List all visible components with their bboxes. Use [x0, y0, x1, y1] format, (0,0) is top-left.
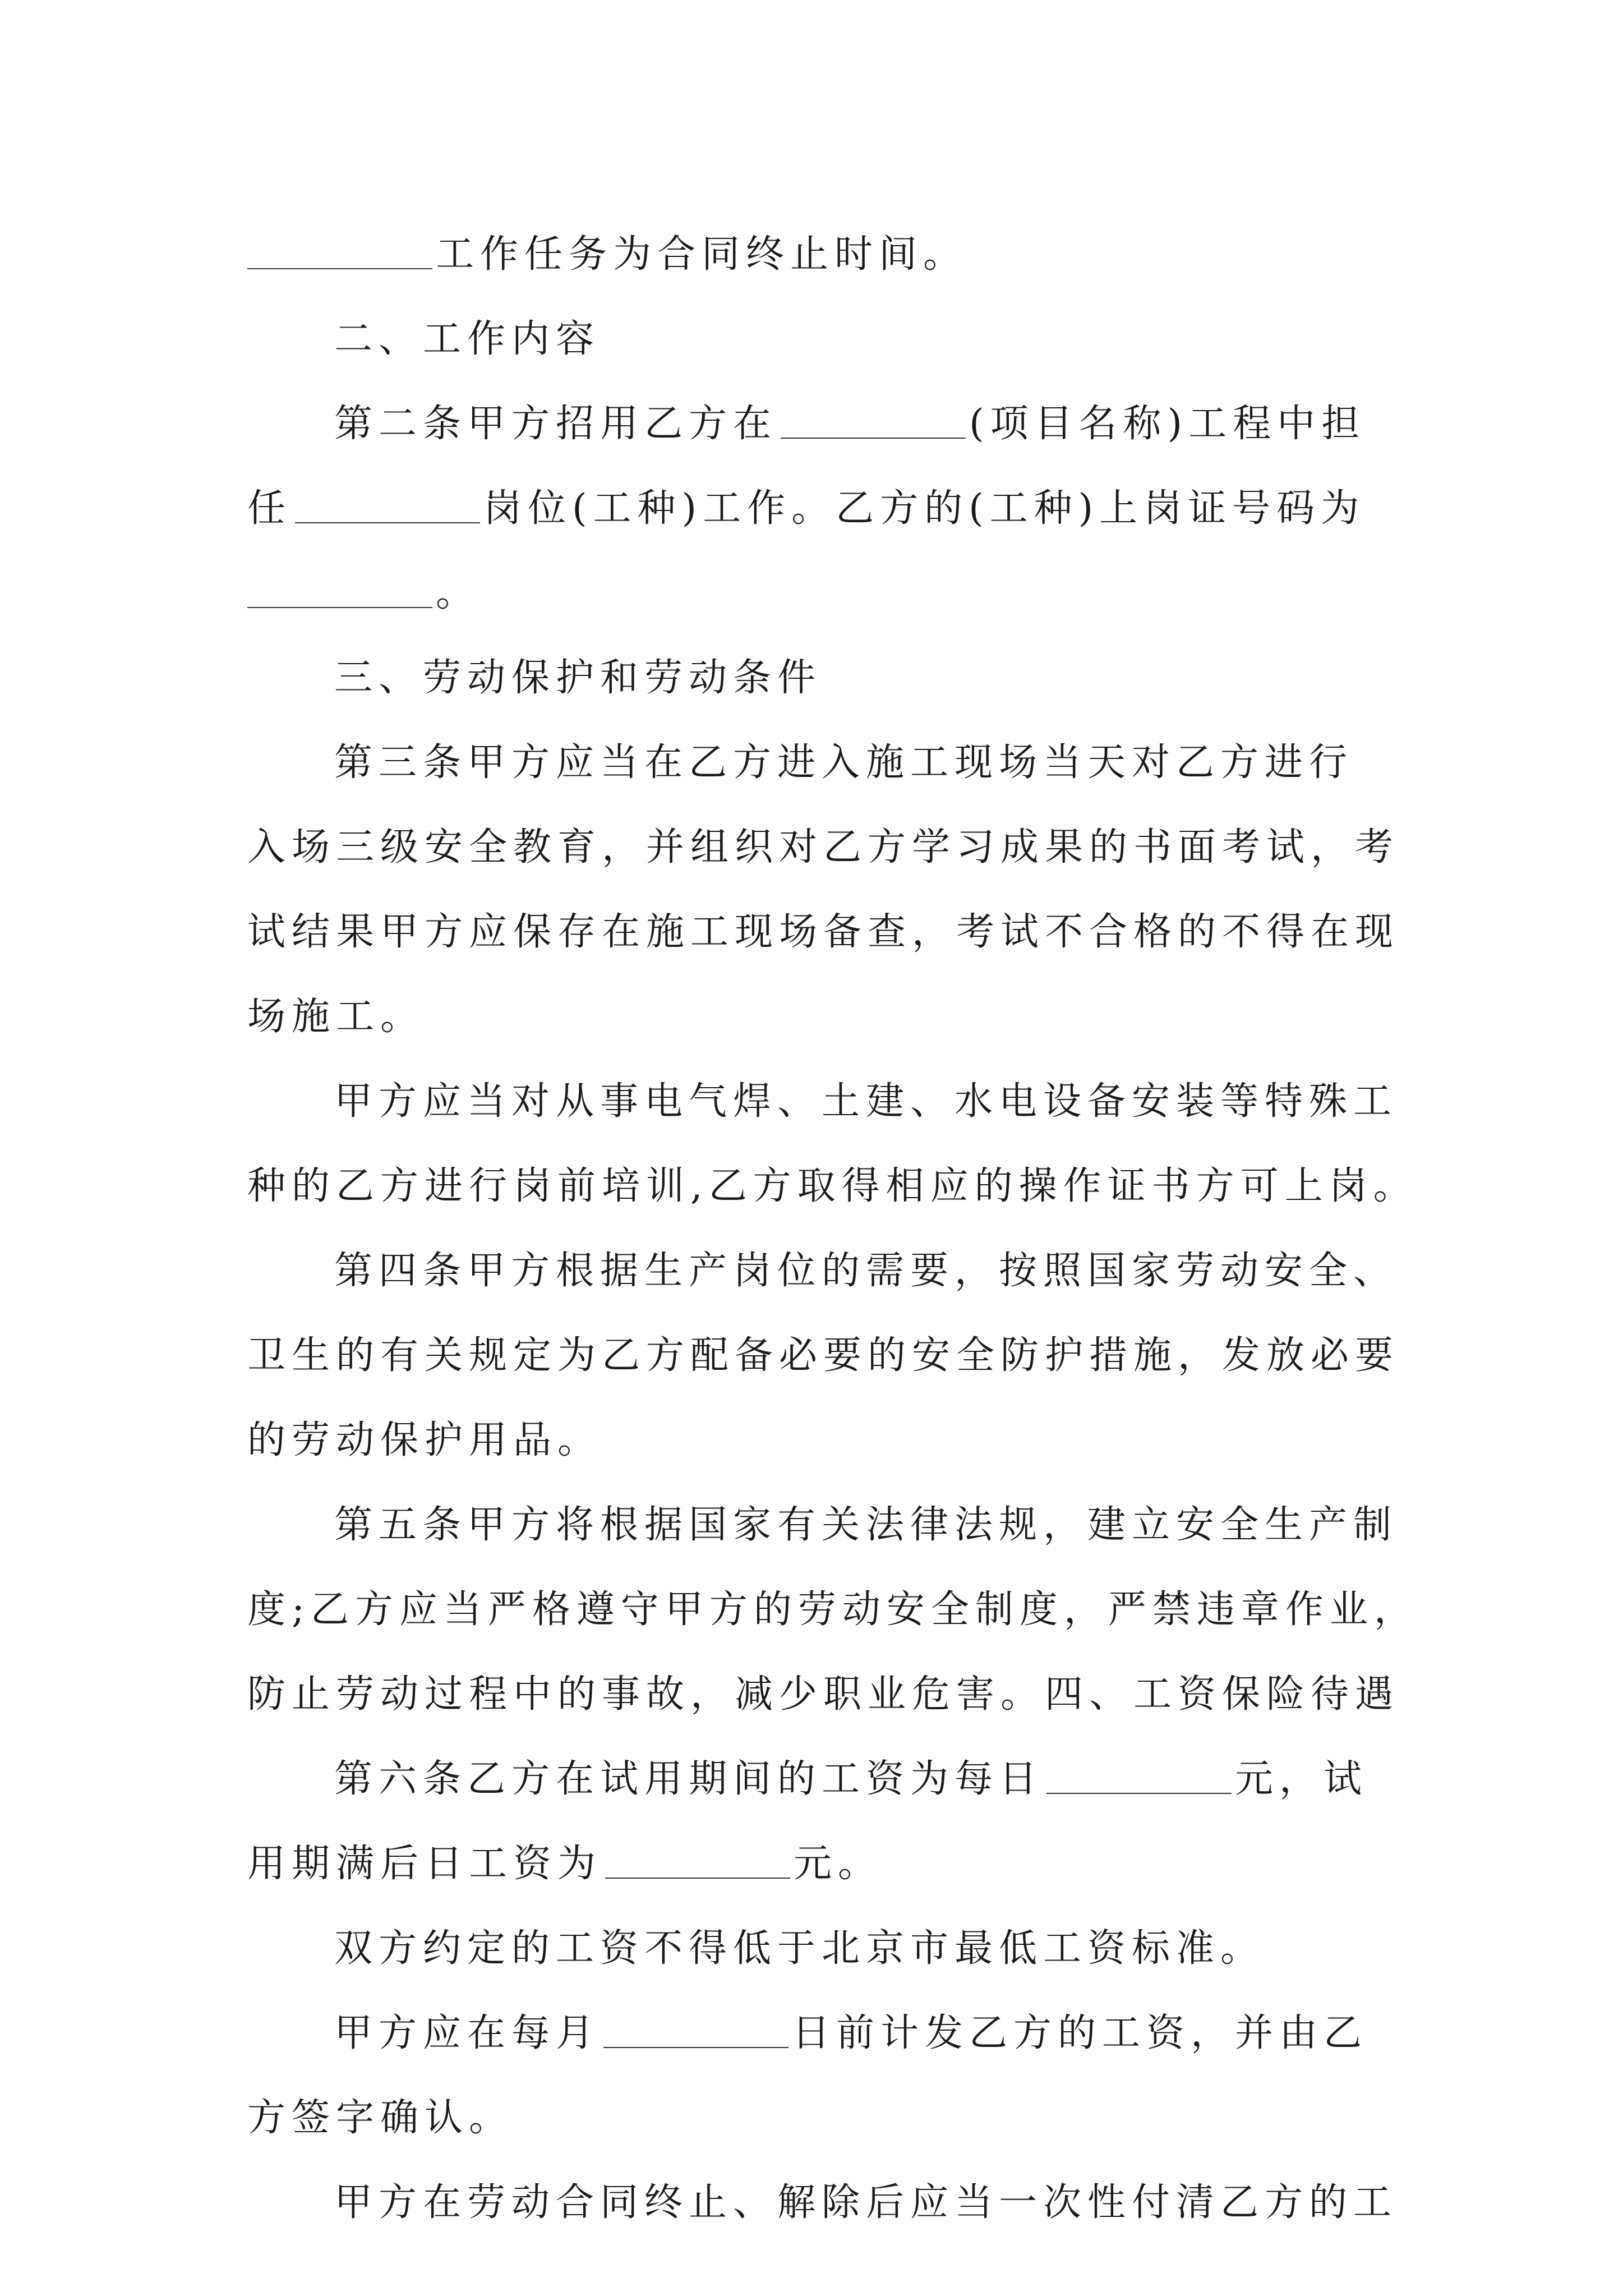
text: 日前计发乙方的工资，并由乙	[792, 2011, 1368, 2055]
text: 双方约定的工资不得低于北京市最低工资标准。	[334, 1926, 1265, 1971]
heading-text: 三、劳动保护和劳动条件	[334, 656, 822, 700]
article-3-line-2	[247, 805, 1400, 890]
payday-line-2	[247, 2076, 1391, 2160]
fill-blank	[295, 483, 480, 523]
text: 度;乙方应当严格遵守甲方的劳动安全制度，严禁违章作业，	[247, 1588, 1418, 1632]
training-line-2	[247, 1144, 1418, 1228]
heading-text: 二、工作内容	[334, 317, 601, 361]
article-3-line-4	[247, 974, 1391, 1059]
text: 的劳动保护用品。	[247, 1418, 602, 1462]
text: 卫生的有关规定为乙方配备必要的安全防护措施，发放必要	[247, 1333, 1400, 1378]
text: 第二条甲方招用乙方在	[334, 402, 778, 446]
text: 甲方在劳动合同终止、解除后应当一次性付清乙方的工	[334, 2180, 1398, 2225]
text: 第五条甲方将根据国家有关法律法规，建立安全生产制	[334, 1503, 1398, 1547]
section-heading-labor-protection	[247, 636, 1391, 720]
text: 甲方应当对从事电气焊、土建、水电设备安装等特殊工	[334, 1079, 1398, 1124]
article-2-line-1	[247, 381, 1391, 466]
fill-blank	[605, 1838, 790, 1879]
article-4-line-2	[247, 1313, 1400, 1398]
article-4-line-3	[247, 1398, 1391, 1483]
fill-blank	[603, 2008, 789, 2048]
article-6-line-1	[247, 1737, 1391, 1821]
document-body	[247, 212, 1418, 2245]
text: (项目名称)工程中担	[969, 402, 1366, 446]
article-5-line-1	[247, 1483, 1398, 1567]
section-heading-work-content	[247, 297, 1391, 381]
article-3-line-3	[247, 890, 1400, 974]
article-2-line-2	[247, 466, 1391, 551]
text: 元，试	[1235, 1757, 1368, 1801]
text: 入场三级安全教育，并组织对乙方学习成果的书面考试，考	[247, 825, 1400, 869]
article-6-line-2	[247, 1821, 1391, 1906]
text: 岗位(工种)工作。乙方的(工种)上岗证号码为	[483, 486, 1366, 531]
training-line-1	[247, 1059, 1398, 1144]
article-3-line-1	[247, 720, 1391, 805]
fill-blank	[1046, 1754, 1232, 1794]
text: 试结果甲方应保存在施工现场备查，考试不合格的不得在现	[247, 910, 1400, 954]
text: 场施工。	[247, 995, 425, 1039]
text: 甲方应在每月	[334, 2011, 601, 2055]
fill-blank	[247, 568, 432, 608]
text: 用期满后日工资为	[247, 1842, 602, 1886]
text: 第四条甲方根据生产岗位的需要，按照国家劳动安全、	[334, 1249, 1398, 1293]
article-5-line-3	[247, 1652, 1400, 1737]
article-2-line-3	[247, 551, 1391, 636]
fill-blank	[247, 229, 432, 269]
text: 防止劳动过程中的事故，减少职业危害。四、工资保险待遇	[247, 1672, 1400, 1717]
text: 。	[436, 571, 481, 615]
payday-line-1	[247, 1991, 1391, 2076]
article-4-line-1	[247, 1228, 1398, 1313]
minimum-wage-line	[247, 1906, 1391, 1991]
text: 工作任务为合同终止时间。	[436, 232, 968, 277]
article-5-line-2	[247, 1567, 1418, 1652]
paragraph-term-end	[247, 212, 1391, 297]
text: 第六条乙方在试用期间的工资为每日	[334, 1757, 1044, 1801]
text: 元。	[794, 1842, 883, 1886]
fill-blank	[781, 398, 966, 439]
text: 方签字确认。	[247, 2096, 514, 2140]
final-payment-line	[247, 2160, 1398, 2245]
text: 种的乙方进行岗前培训,乙方取得相应的操作证书方可上岗。	[247, 1164, 1418, 1208]
text: 第三条甲方应当在乙方进入施工现场当天对乙方进行	[334, 740, 1354, 785]
text: 任	[247, 486, 292, 531]
